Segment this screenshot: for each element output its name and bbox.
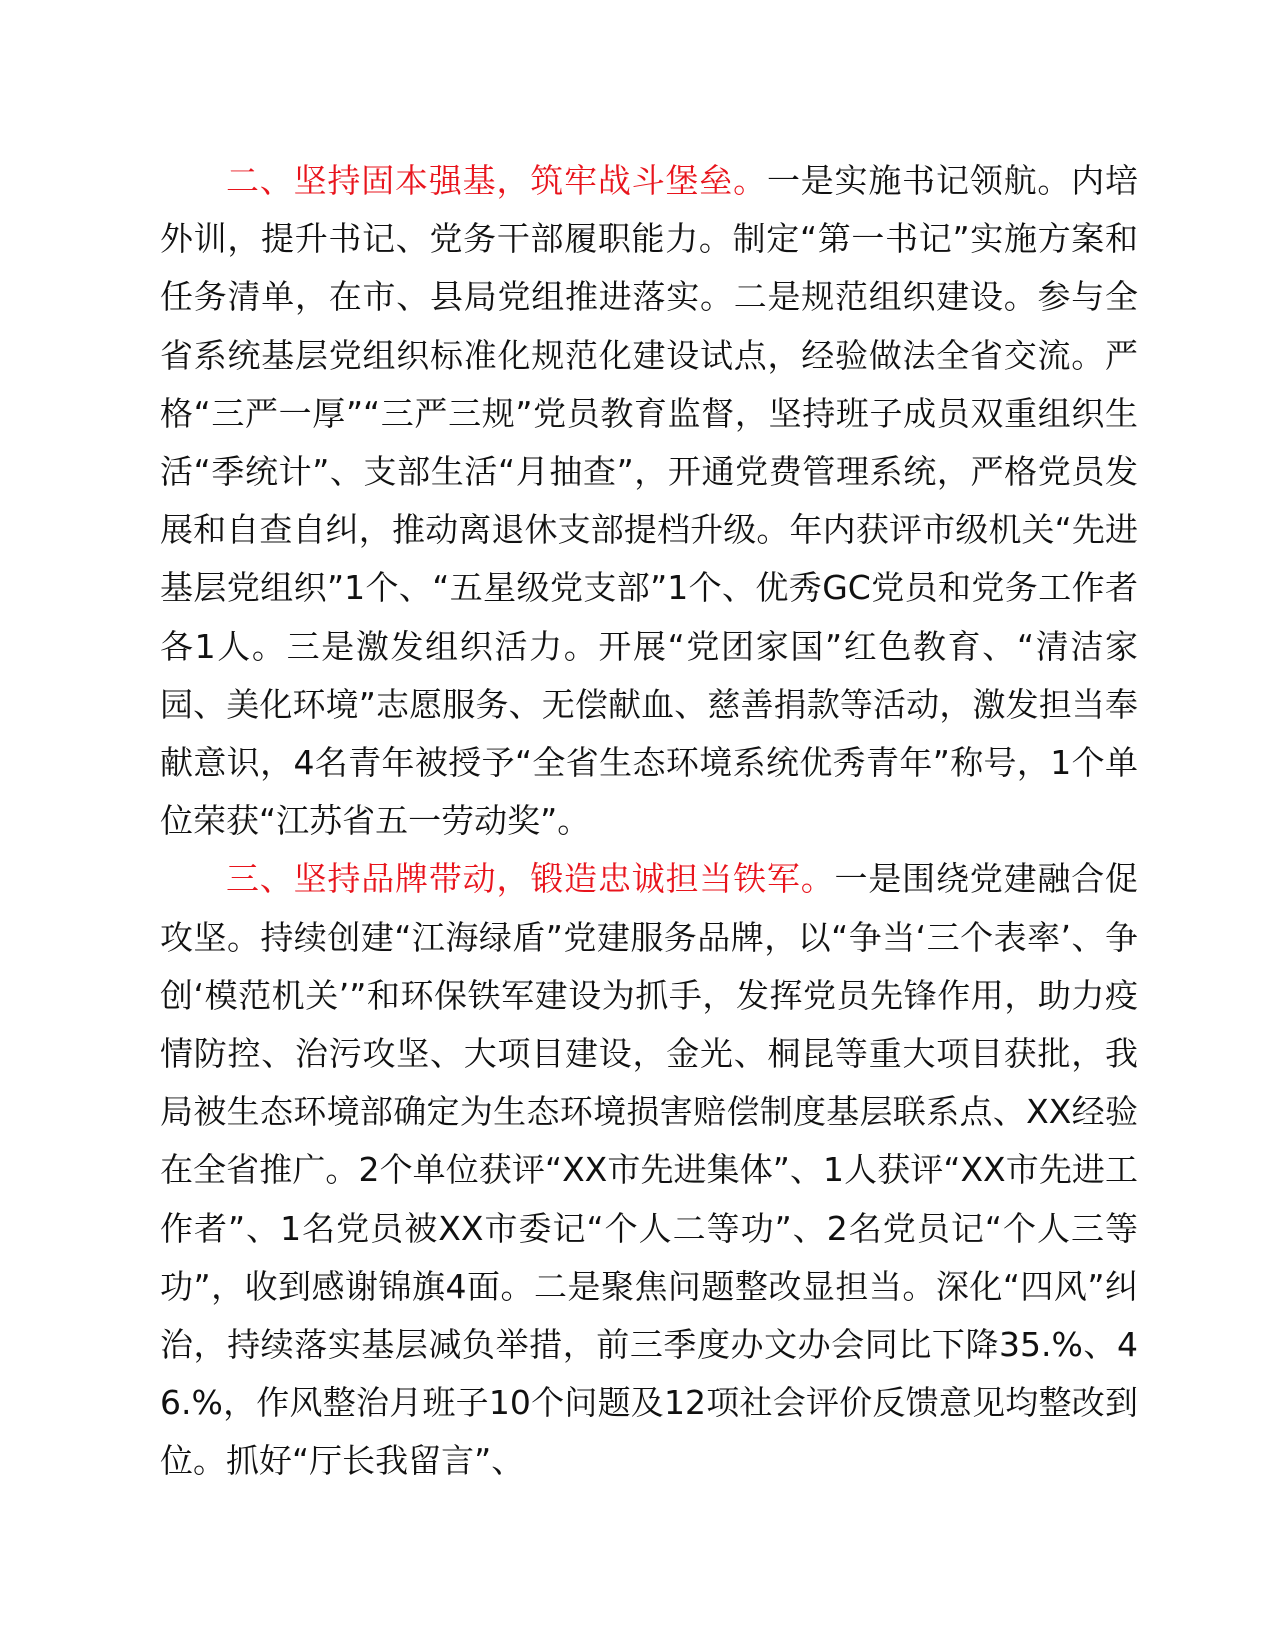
- paragraph-section-3: [160, 850, 1138, 1490]
- document-body: [160, 152, 1138, 1491]
- section-heading-2: 二、坚持固本强基，筑牢战斗堡垒。: [226, 161, 767, 200]
- section-heading-3: 三、坚持品牌带动，锻造忠诚担当铁军。: [226, 859, 835, 899]
- section-body-3: 一是围绕党建融合促攻坚。持续创建“江海绿盾”党建服务品牌，以“争当‘三个表率’、争创‘模范机关’”和环保铁军建设为抓手，发挥党员先锋作用，助力疫情防控、治污攻坚、大项目建设，金光、桐昆等重大项目获批，我局被生态环境部确定为生态环境损害赔偿制度基层联系点、XX经验在全省推广。2个单位获评“XX市先进集体”、1人获评“XX市先进工作者”、1名党员被XX市委记“个人二等功”、2名党员记“个人三等功”，收到感谢锦旗4面。二是聚焦问题整改显担当。深化“四风”纠治，持续落实基层减负举措，前三季度办文办会同比下降35.%、46.%，作风整治月班子10个问题及12项社会评价反馈意见均整改到位。抓好“厅长我留言”、: [160, 859, 1139, 1481]
- paragraph-section-2: [160, 152, 1138, 850]
- section-body-2: 一是实施书记领航。内培外训，提升书记、党务干部履职能力。制定“第一书记”实施方案和任务清单，在市、县局党组推进落实。二是规范组织建设。参与全省系统基层党组织标准化规范化建设试点，经验做法全省交流。严格“三严一厚”“三严三规”党员教育监督，坚持班子成员双重组织生活“季统计”、支部生活“月抽查”，开通党费管理系统，严格党员发展和自查自纠，推动离退休支部提档升级。年内获评市级机关“先进基层党组织”1个、“五星级党支部”1个、优秀GC党员和党务工作者各1人。三是激发组织活力。开展“党团家国”红色教育、“清洁家园、美化环境”志愿服务、无偿献血、慈善捐款等活动，激发担当奉献意识，4名青年被授予“全省生态环境系统优秀青年”称号，1个单位荣获“江苏省五一劳动奖”。: [160, 161, 1139, 841]
